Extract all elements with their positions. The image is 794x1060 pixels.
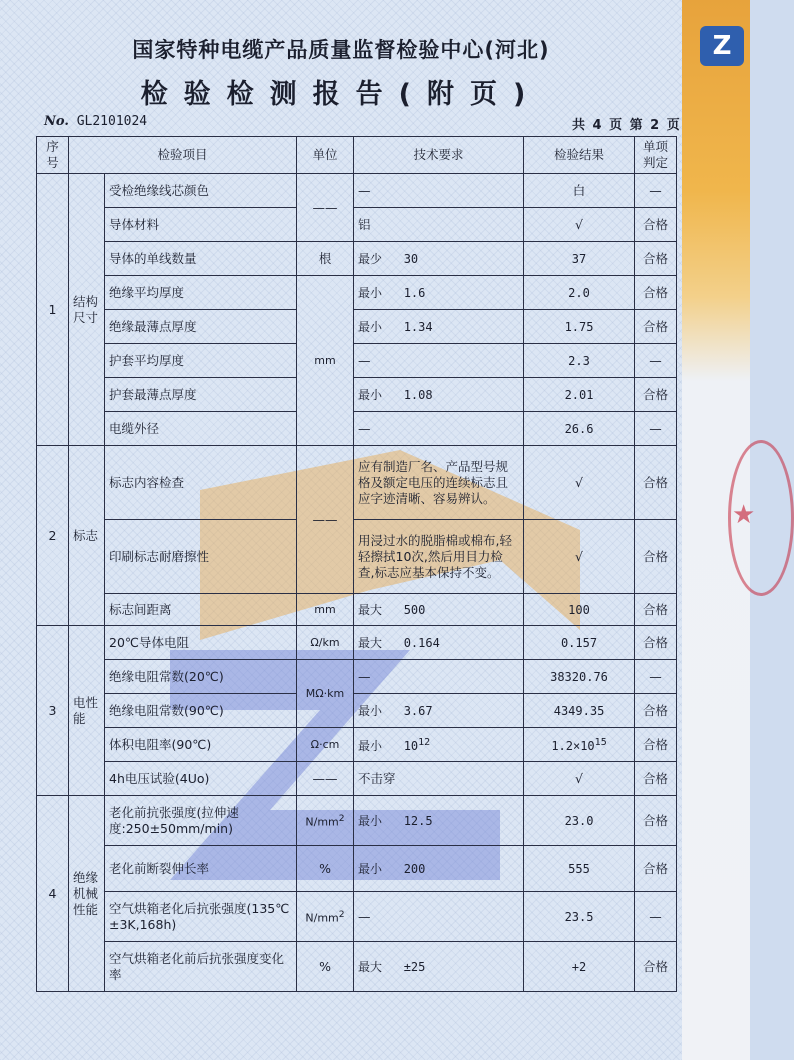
result-cell: 37 <box>524 242 635 276</box>
table-row <box>37 660 677 694</box>
item-cell: 标志间距离 <box>105 594 297 626</box>
col-item: 检验项目 <box>69 137 297 174</box>
group-name: 标志 <box>69 446 105 626</box>
verdict-cell: 合格 <box>635 796 677 846</box>
verdict-cell: — <box>635 412 677 446</box>
req-cell: 最小 1.6 <box>354 276 524 310</box>
group-seq: 3 <box>37 626 69 796</box>
table-row <box>37 174 677 208</box>
col-req: 技术要求 <box>354 137 524 174</box>
item-cell: 受检绝缘线芯颜色 <box>105 174 297 208</box>
result-cell: 4349.35 <box>524 694 635 728</box>
table-row <box>37 728 677 762</box>
item-cell: 绝缘电阻常数(20℃) <box>105 660 297 694</box>
req-cell: 应有制造厂名、产品型号规格及额定电压的连续标志且应字迹清晰、容易辨认。 <box>354 446 524 520</box>
unit-cell: —— <box>297 446 354 594</box>
req-cell <box>354 728 524 762</box>
group-seq: 4 <box>37 796 69 992</box>
unit-cell: mm <box>297 276 354 446</box>
verdict-cell: 合格 <box>635 626 677 660</box>
table-row <box>37 242 677 276</box>
unit-base: N/mm <box>305 815 339 829</box>
item-cell: 绝缘最薄点厚度 <box>105 310 297 344</box>
item-cell: 印刷标志耐磨擦性 <box>105 520 297 594</box>
item-cell: 老化前抗张强度(拉伸速度:250±50mm/min) <box>105 796 297 846</box>
req-cell: — <box>354 892 524 942</box>
unit-exponent: 2 <box>338 908 345 920</box>
result-cell: 26.6 <box>524 412 635 446</box>
result-cell: 1.75 <box>524 310 635 344</box>
result-cell: √ <box>524 520 635 594</box>
item-cell: 导体材料 <box>105 208 297 242</box>
table-row <box>37 378 677 412</box>
table-row <box>37 796 677 846</box>
unit-cell: —— <box>297 762 354 796</box>
result-cell: √ <box>524 208 635 242</box>
unit-cell <box>297 892 354 942</box>
table-row <box>37 446 677 520</box>
req-cell: 最小 3.67 <box>354 694 524 728</box>
item-cell: 标志内容检查 <box>105 446 297 520</box>
verdict-cell: 合格 <box>635 846 677 892</box>
req-cell: 最小 1.08 <box>354 378 524 412</box>
req-cell: 最小 1.34 <box>354 310 524 344</box>
item-cell: 护套平均厚度 <box>105 344 297 378</box>
item-cell: 护套最薄点厚度 <box>105 378 297 412</box>
req-cell: 最少 30 <box>354 242 524 276</box>
group-name: 电性能 <box>69 626 105 796</box>
item-cell: 空气烘箱老化前后抗张强度变化率 <box>105 942 297 992</box>
req-exponent: 12 <box>418 737 431 748</box>
table-row <box>37 208 677 242</box>
group-seq: 2 <box>37 446 69 626</box>
col-seq: 序号 <box>37 137 69 174</box>
result-cell: +2 <box>524 942 635 992</box>
req-cell: — <box>354 412 524 446</box>
table-row <box>37 942 677 992</box>
result-cell <box>524 728 635 762</box>
table-row <box>37 846 677 892</box>
report-number-prefix: No. <box>44 114 69 129</box>
table-row <box>37 520 677 594</box>
verdict-cell: 合格 <box>635 310 677 344</box>
star-icon: ★ <box>732 500 756 530</box>
group-seq: 1 <box>37 174 69 446</box>
req-cell: 最大 500 <box>354 594 524 626</box>
unit-cell: % <box>297 846 354 892</box>
result-cell: √ <box>524 762 635 796</box>
verdict-cell: 合格 <box>635 594 677 626</box>
table-row <box>37 310 677 344</box>
table-header-row <box>37 137 677 174</box>
unit-cell: Ω·cm <box>297 728 354 762</box>
req-cell: 不击穿 <box>354 762 524 796</box>
table-row <box>37 626 677 660</box>
req-cell: 用浸过水的脱脂棉或棉布,轻轻擦拭10次,然后用目力检查,标志应基本保持不变。 <box>354 520 524 594</box>
unit-exponent: 2 <box>338 812 345 824</box>
item-cell: 体积电阻率(90℃) <box>105 728 297 762</box>
req-cell: 最小 12.5 <box>354 796 524 846</box>
unit-cell: mm <box>297 594 354 626</box>
req-cell: 最大 0.164 <box>354 626 524 660</box>
req-cell: 最小 200 <box>354 846 524 892</box>
verdict-cell: 合格 <box>635 242 677 276</box>
page-info: 共 4 页 第 2 页 <box>572 118 680 133</box>
col-unit: 单位 <box>297 137 354 174</box>
verdict-cell: — <box>635 174 677 208</box>
verdict-cell: — <box>635 892 677 942</box>
group-name: 绝缘机械性能 <box>69 796 105 992</box>
unit-cell: —— <box>297 174 354 242</box>
report-title: 检验检测报告(附页) <box>140 79 542 110</box>
req-cell: — <box>354 660 524 694</box>
verdict-cell: 合格 <box>635 446 677 520</box>
result-exponent: 15 <box>594 737 607 748</box>
unit-cell: 根 <box>297 242 354 276</box>
result-cell: 2.0 <box>524 276 635 310</box>
req-cell: 铝 <box>354 208 524 242</box>
unit-cell: MΩ·km <box>297 660 354 728</box>
item-cell: 20℃导体电阻 <box>105 626 297 660</box>
table-row <box>37 344 677 378</box>
inspection-table <box>36 136 677 992</box>
report-number-value: GL2101024 <box>76 114 148 129</box>
report-number <box>44 114 147 129</box>
verdict-cell: 合格 <box>635 728 677 762</box>
result-cell: 2.01 <box>524 378 635 412</box>
unit-cell: Ω/km <box>297 626 354 660</box>
verdict-cell: 合格 <box>635 942 677 992</box>
req-cell: 最大 ±25 <box>354 942 524 992</box>
result-cell: 555 <box>524 846 635 892</box>
item-cell: 老化前断裂伸长率 <box>105 846 297 892</box>
item-cell: 绝缘电阻常数(90℃) <box>105 694 297 728</box>
table-row <box>37 276 677 310</box>
result-cell: 0.157 <box>524 626 635 660</box>
verdict-cell: 合格 <box>635 762 677 796</box>
table-row <box>37 594 677 626</box>
verdict-cell: 合格 <box>635 208 677 242</box>
org-title: 国家特种电缆产品质量监督检验中心(河北) <box>132 38 550 62</box>
verdict-cell: — <box>635 660 677 694</box>
item-cell: 电缆外径 <box>105 412 297 446</box>
verdict-cell: 合格 <box>635 520 677 594</box>
result-cell: 23.5 <box>524 892 635 942</box>
req-base: 最小 10 <box>358 739 419 753</box>
result-cell: √ <box>524 446 635 520</box>
result-cell: 23.0 <box>524 796 635 846</box>
table-row <box>37 694 677 728</box>
result-cell: 2.3 <box>524 344 635 378</box>
unit-cell <box>297 796 354 846</box>
verdict-cell: 合格 <box>635 694 677 728</box>
verdict-cell: 合格 <box>635 276 677 310</box>
req-cell: — <box>354 174 524 208</box>
group-name: 结构尺寸 <box>69 174 105 446</box>
verdict-cell: — <box>635 344 677 378</box>
unit-base: N/mm <box>305 911 339 925</box>
result-cell: 100 <box>524 594 635 626</box>
verdict-cell: 合格 <box>635 378 677 412</box>
result-cell: 白 <box>524 174 635 208</box>
table-row <box>37 762 677 796</box>
unit-cell: % <box>297 942 354 992</box>
item-cell: 4h电压试验(4Uo) <box>105 762 297 796</box>
item-cell: 导体的单线数量 <box>105 242 297 276</box>
logo-icon: Z <box>700 26 744 66</box>
item-cell: 空气烘箱老化后抗张强度(135℃±3K,168h) <box>105 892 297 942</box>
req-cell: — <box>354 344 524 378</box>
result-cell: 38320.76 <box>524 660 635 694</box>
item-cell: 绝缘平均厚度 <box>105 276 297 310</box>
result-base: 1.2×10 <box>551 739 595 753</box>
table-row <box>37 412 677 446</box>
table-row <box>37 892 677 942</box>
col-result: 检验结果 <box>524 137 635 174</box>
col-verdict: 单项判定 <box>635 137 677 174</box>
